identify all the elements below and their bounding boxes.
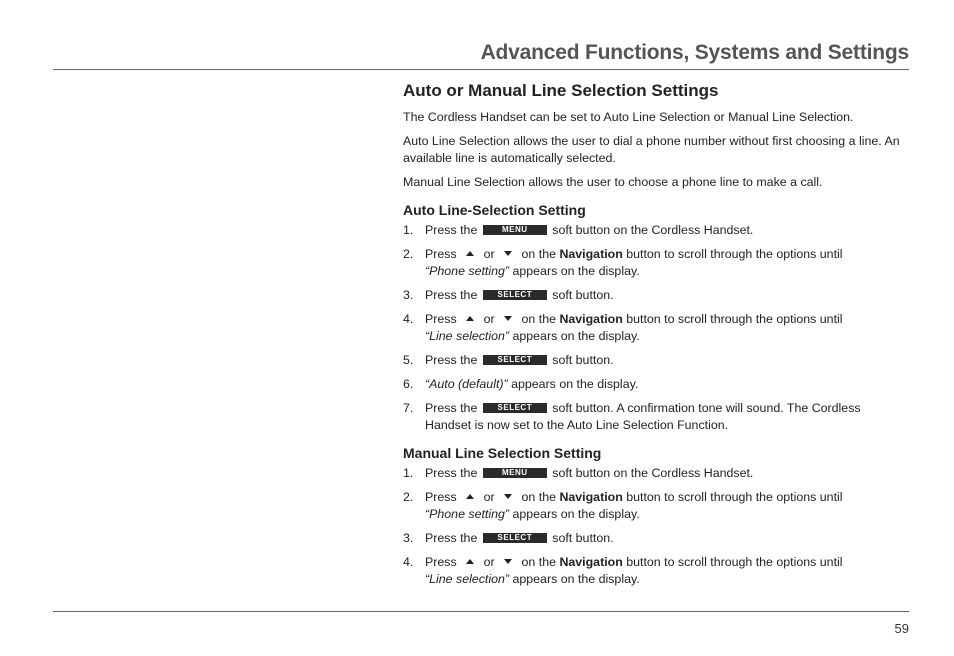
up-arrow-icon [466,559,474,564]
down-arrow-icon [504,316,512,321]
step-text: button to scroll through the options until [626,247,843,261]
step-text: appears on the display. [512,264,640,278]
manual-step-4 [403,554,909,588]
down-arrow-icon [504,559,512,564]
step-text: soft button. [552,531,614,545]
step-text: Press the [425,223,478,237]
step-text: button to scroll through the options until [626,555,843,569]
step-number: 1. [403,466,414,480]
down-arrow-icon [504,251,512,256]
step-text: appears on the display. [512,329,640,343]
auto-step-2 [403,246,909,280]
step-text: on the [521,490,556,504]
auto-step-7 [403,400,909,434]
select-soft-button-icon: SELECT [483,533,547,543]
menu-option-text: “Phone setting” [425,264,510,278]
menu-option-text: “Phone setting” [425,507,510,521]
step-text: button to scroll through the options until [626,490,843,504]
auto-steps-list [403,222,909,434]
step-number: 6. [403,377,414,391]
up-arrow-icon [466,494,474,499]
step-number: 2. [403,247,414,261]
auto-step-5 [403,352,909,369]
menu-option-text: “Line selection” [425,329,510,343]
manual-step-2 [403,489,909,523]
step-text: soft button on the Cordless Handset. [552,223,754,237]
menu-soft-button-icon: MENU [483,468,547,478]
step-number: 3. [403,288,414,302]
auto-step-1 [403,222,909,239]
auto-step-3 [403,287,909,304]
step-text: appears on the display. [512,572,640,586]
intro-paragraph: The Cordless Handset can be set to Auto Line Selection or Manual Line Selection. [403,110,854,124]
step-text: Press [425,490,457,504]
step-number: 4. [403,312,414,326]
step-text: appears on the display. [511,377,639,391]
select-soft-button-icon: SELECT [483,290,547,300]
navigation-label: Navigation [559,247,623,261]
step-number: 3. [403,531,414,545]
step-text: soft button. [552,353,614,367]
auto-step-6 [403,376,909,393]
select-soft-button-icon: SELECT [483,403,547,413]
step-text: Press the [425,401,478,415]
step-text: Press the [425,353,478,367]
step-text: or [483,555,495,569]
page-number: 59 [894,621,909,636]
auto-step-4 [403,311,909,345]
navigation-label: Navigation [559,312,623,326]
menu-soft-button-icon: MENU [483,225,547,235]
manual-step-3 [403,530,909,547]
navigation-label: Navigation [559,555,623,569]
manual-step-1 [403,465,909,482]
step-text: on the [521,247,556,261]
step-text: Press the [425,466,478,480]
manual-steps-list [403,465,909,588]
header-divider [53,69,909,70]
menu-option-text: “Auto (default)” [425,377,508,391]
step-text: soft button. A confirmation tone will sound. The Cordless Handset is now set to the Auto Line Selection Function. [425,401,861,432]
auto-setting-heading: Auto Line-Selection Setting [403,202,586,218]
step-text: button to scroll through the options until [626,312,843,326]
step-text: or [483,490,495,504]
step-text: soft button on the Cordless Handset. [552,466,754,480]
step-text: Press [425,555,457,569]
menu-option-text: “Line selection” [425,572,510,586]
up-arrow-icon [466,316,474,321]
step-text: Press [425,312,457,326]
select-soft-button-icon: SELECT [483,355,547,365]
page-header-title: Advanced Functions, Systems and Settings [480,41,909,64]
navigation-label: Navigation [559,490,623,504]
auto-description-paragraph: Auto Line Selection allows the user to dial a phone number without first choosing a line. An available line is automatically selected. [403,134,900,165]
step-number: 2. [403,490,414,504]
step-text: or [483,247,495,261]
step-number: 7. [403,401,414,415]
step-text: on the [521,312,556,326]
step-text: on the [521,555,556,569]
step-text: appears on the display. [512,507,640,521]
up-arrow-icon [466,251,474,256]
step-text: Press [425,247,457,261]
step-text: Press the [425,531,478,545]
step-number: 5. [403,353,414,367]
section-title: Auto or Manual Line Selection Settings [403,81,719,100]
step-number: 1. [403,223,414,237]
step-text: Press the [425,288,478,302]
content-column [403,79,909,595]
down-arrow-icon [504,494,512,499]
footer-divider [53,611,909,612]
manual-description-paragraph: Manual Line Selection allows the user to choose a phone line to make a call. [403,175,823,189]
step-text: or [483,312,495,326]
step-text: soft button. [552,288,614,302]
manual-setting-heading: Manual Line Selection Setting [403,445,602,461]
step-number: 4. [403,555,414,569]
